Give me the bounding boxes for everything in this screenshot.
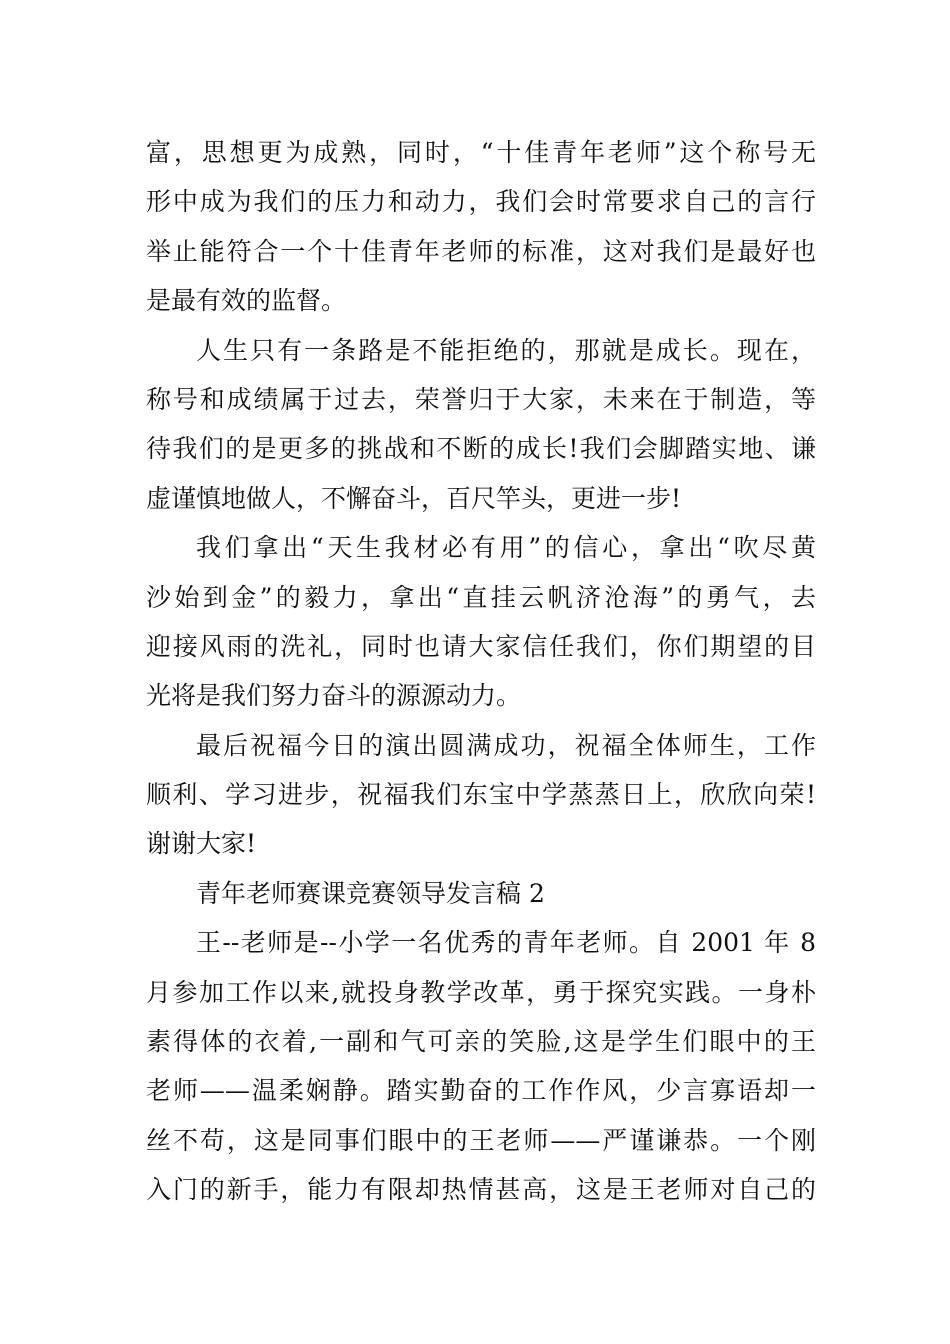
text-line: 素得体的衣着,一副和气可亲的笑脸,这是学生们眼中的王	[146, 1027, 816, 1057]
paragraph-first-line: 最后祝福今日的演出圆满成功，祝福全体师生，工作	[196, 730, 816, 760]
text-line: 形中成为我们的压力和动力，我们会时常要求自己的言行	[146, 187, 816, 217]
text-line: 迎接风雨的洗礼，同时也请大家信任我们，你们期望的目	[146, 631, 816, 661]
text-line: 举止能符合一个十佳青年老师的标准，这对我们是最好也	[146, 236, 816, 266]
section-heading: 青年老师赛课竞赛领导发言稿 2	[196, 878, 545, 908]
text-line: 待我们的是更多的挑战和不断的成长!我们会脚踏实地、谦	[146, 434, 816, 464]
text-line: 称号和成绩属于过去，荣誉归于大家，未来在于制造，等	[146, 384, 816, 414]
text-line: 月参加工作以来,就投身教学改革，勇于探究实践。一身朴	[146, 977, 816, 1007]
text-line: 富，思想更为成熟，同时，“十佳青年老师”这个称号无	[146, 138, 816, 167]
text-line: 是最有效的监督。	[146, 286, 347, 316]
text-line: 顺利、学习进步，祝福我们东宝中学蒸蒸日上，欣欣向荣!	[146, 780, 816, 810]
paragraph-first-line: 王--老师是--小学一名优秀的青年老师。自 2001 年 8	[196, 928, 816, 958]
text-line: 丝不苟，这是同事们眼中的王老师——严谨谦恭。一个刚	[146, 1125, 816, 1155]
paragraph-first-line: 我们拿出“天生我材必有用”的信心，拿出“吹尽黄	[196, 533, 816, 563]
text-line: 光将是我们努力奋斗的源源动力。	[146, 681, 522, 711]
text-line: 谢谢大家!	[146, 829, 257, 859]
text-line: 虚谨慎地做人，不懈奋斗，百尺竿头，更进一步!	[146, 483, 682, 513]
text-line: 沙始到金”的毅力，拿出“直挂云帆济沧海”的勇气，去	[146, 582, 816, 612]
text-line: 老师——温柔娴静。踏实勤奋的工作作风，少言寡语却一	[146, 1076, 816, 1106]
document-body	[146, 128, 816, 1215]
paragraph-first-line: 人生只有一条路是不能拒绝的，那就是成长。现在，	[196, 335, 816, 365]
text-line: 入门的新手，能力有限却热情甚高，这是王老师对自己的	[146, 1175, 816, 1205]
